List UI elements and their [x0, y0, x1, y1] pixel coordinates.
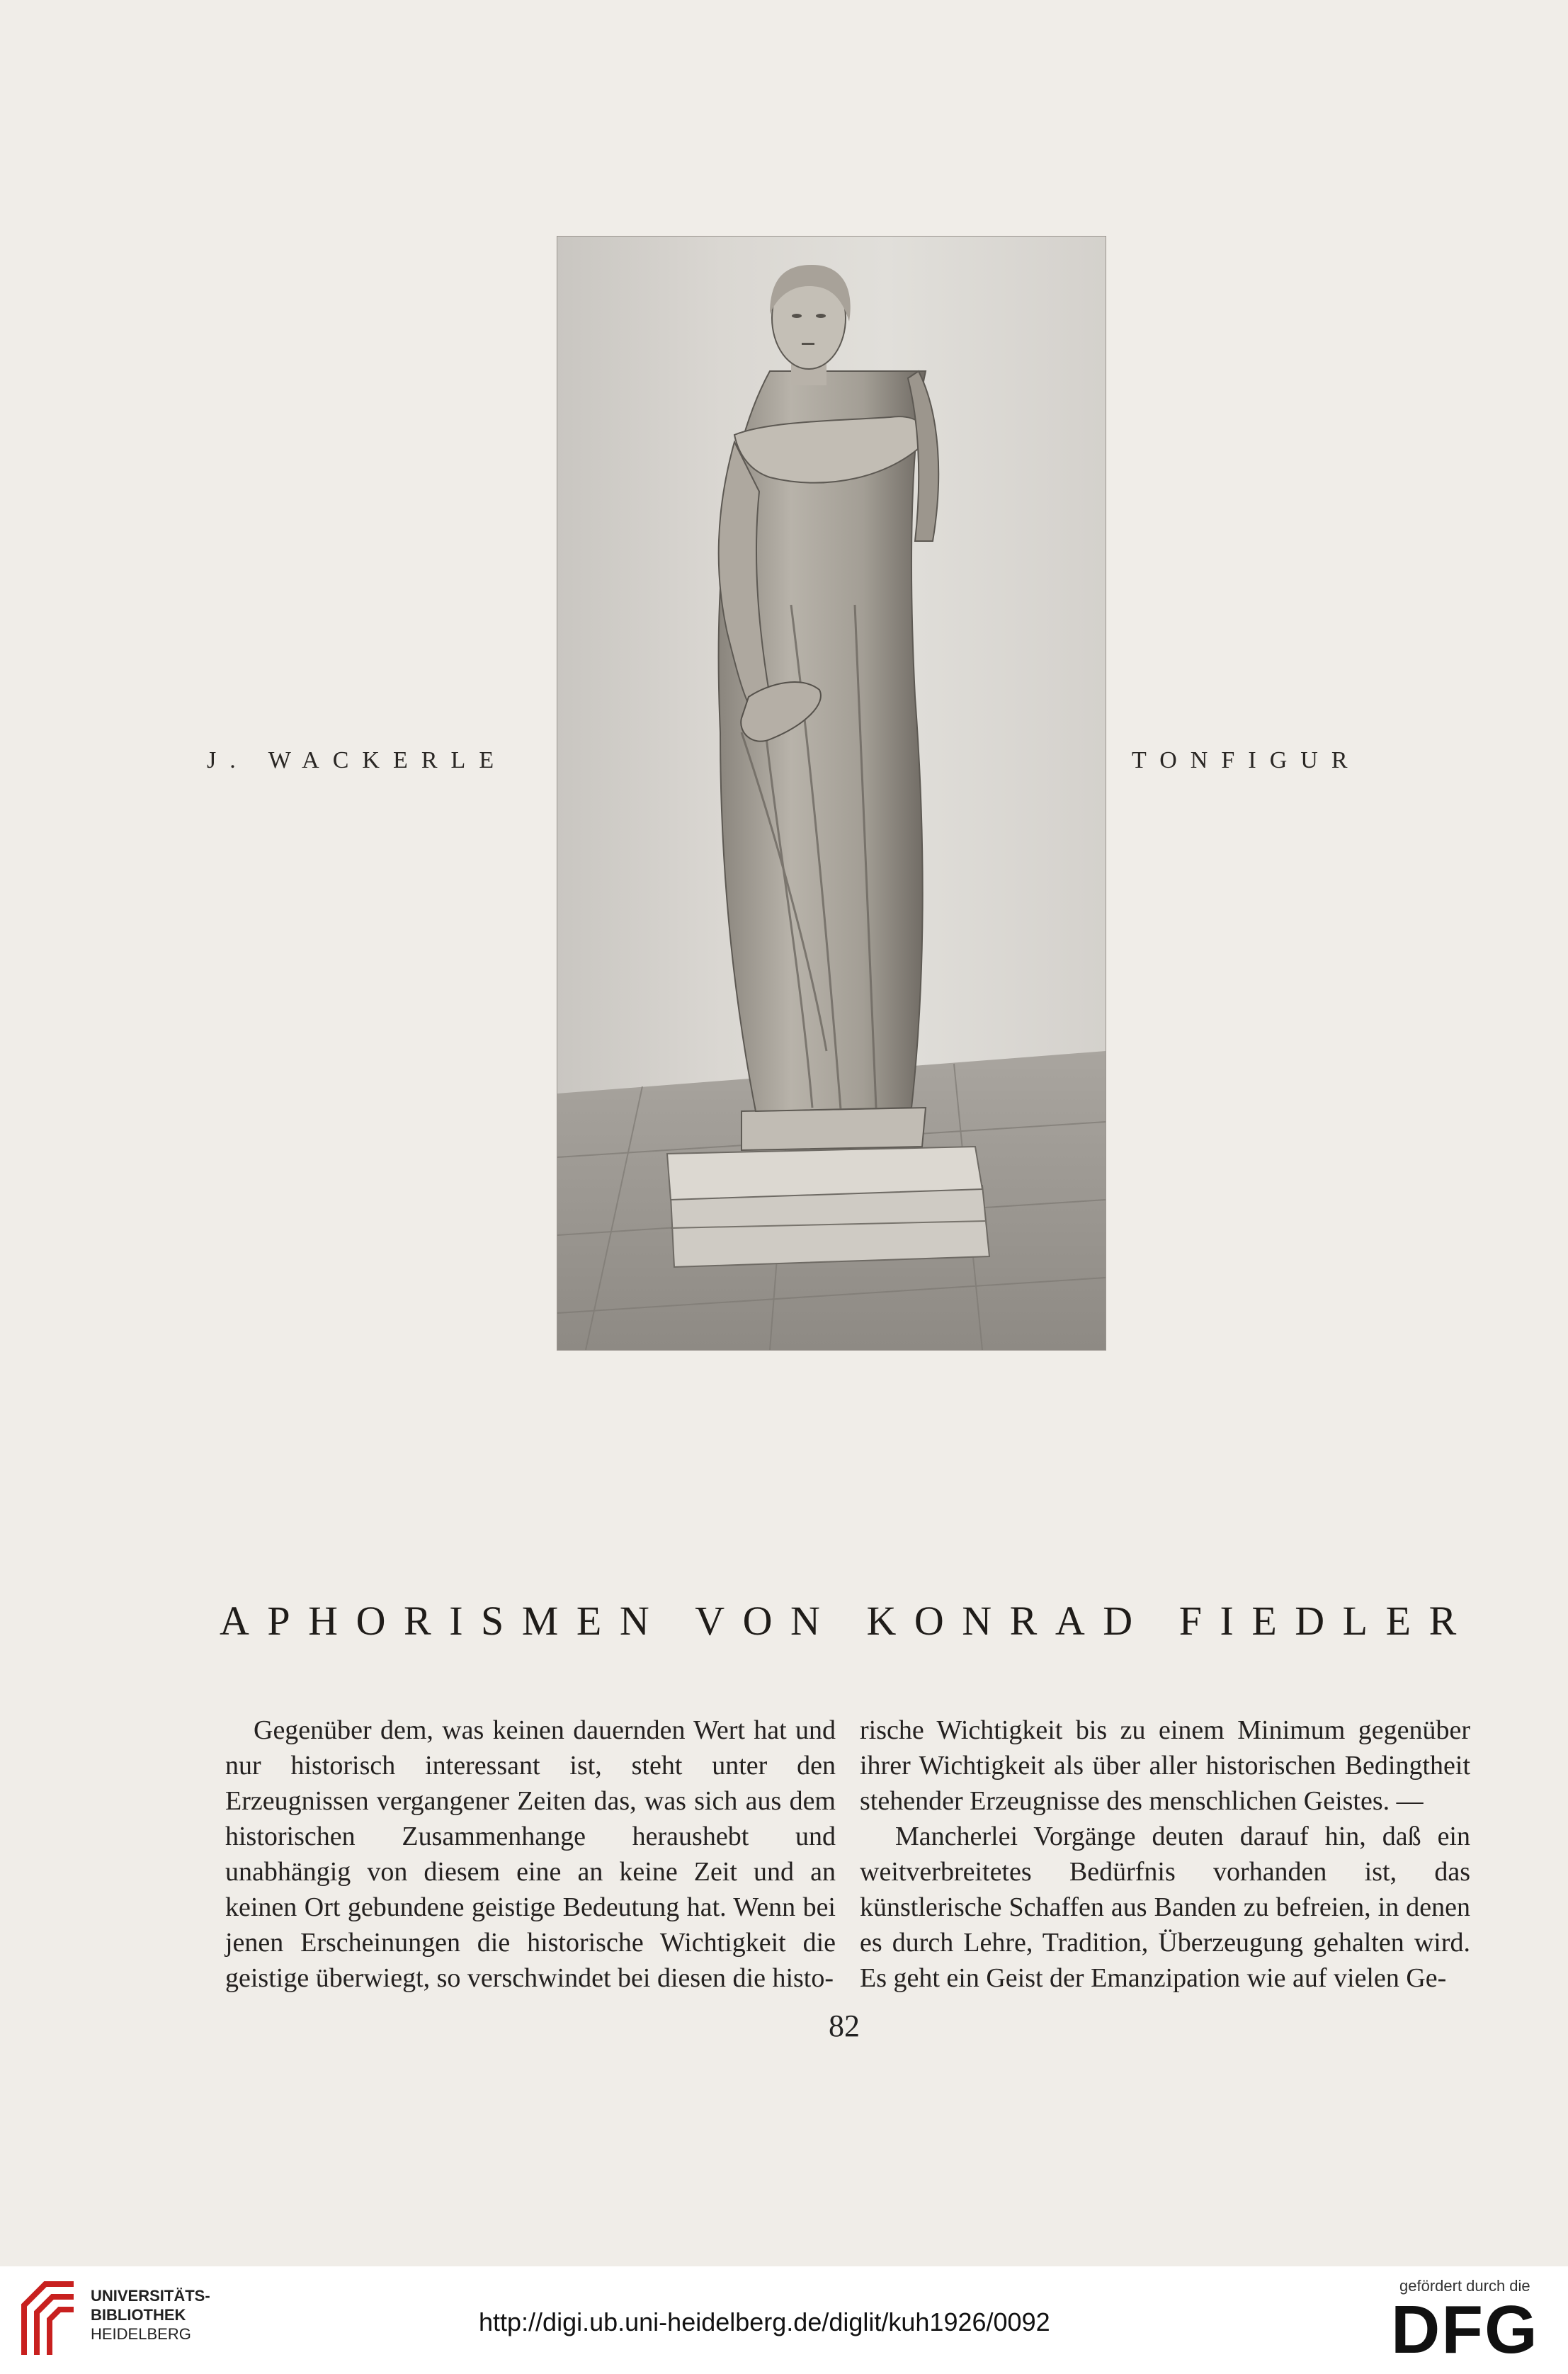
left-paragraph: Gegenüber dem, was keinen dauernden Wert hat und nur historisch interessant ist, steht unter den Erzeugnissen vergangener Zeiten das, was sich aus dem historischen Zusammenhange heraushebt und unabhängig von diesem eine an keine Zeit und an keinen Ort gebundene geistige Bedeutung hat. Wenn bei jenen Erscheinungen die historische Wichtigkeit die geistige überwiegt, so verschwindet bei diesen die histo-	[225, 1715, 836, 1993]
library-name	[91, 2286, 210, 2344]
library-logo-icon	[17, 2277, 85, 2366]
left-text-column	[225, 1713, 836, 1996]
article-heading: APHORISMEN VON KONRAD FIEDLER	[220, 1598, 1475, 1644]
artist-caption: J. WACKERLE	[207, 747, 508, 773]
right-paragraph-2: Mancherlei Vorgänge deuten darauf hin, daß ein weitverbreitetes Bedürfnis vorhanden ist, das künstlerische Schaffen aus Banden zu befreien, in denen es durch Lehre, Tradition, Überzeugung gehalten wird. Es geht ein Geist der Emanzipation wie auf vielen Ge-	[860, 1822, 1470, 1993]
source-url-link[interactable]: http://digi.ub.uni-heidelberg.de/diglit/kuh1926/0092	[479, 2307, 1050, 2336]
page-number: 82	[829, 2009, 860, 2043]
funder-note: gefördert durch die	[1399, 2277, 1530, 2295]
work-caption: TONFIGUR	[1132, 747, 1361, 773]
library-line-3: HEIDELBERG	[91, 2325, 191, 2343]
right-paragraph-1: rische Wichtigkeit bis zu einem Minimum gegenüber ihrer Wichtigkeit als über aller historischen Bedingtheit stehender Erzeugnisse des menschlichen Geistes. —	[860, 1715, 1470, 1816]
library-line-2: BIBLIOTHEK	[91, 2306, 186, 2324]
dfg-logo: DFG	[1391, 2292, 1539, 2368]
right-text-column	[860, 1713, 1470, 1996]
sculpture-photograph	[557, 236, 1106, 1351]
library-line-1: UNIVERSITÄTS-	[91, 2287, 210, 2305]
